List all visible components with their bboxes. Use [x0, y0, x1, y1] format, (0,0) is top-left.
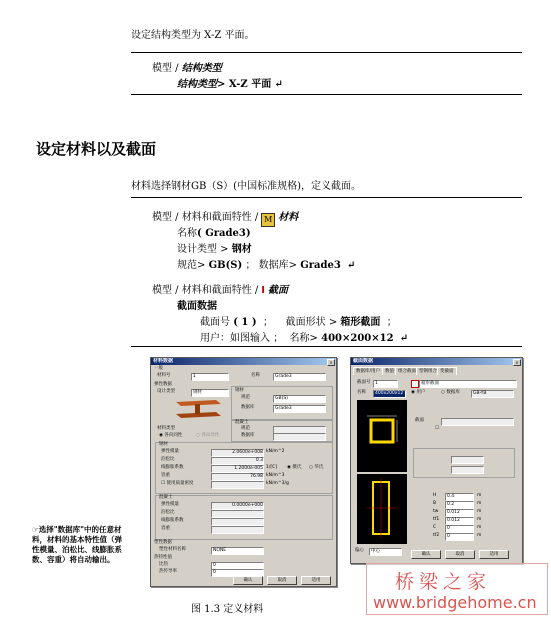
name-field[interactable]: Grade3 [273, 373, 326, 381]
cancel-button[interactable]: 取消 [445, 550, 475, 559]
user-label: 用户 [416, 390, 426, 395]
cmd2-design-line [177, 240, 252, 255]
cmd3-num-label: 截面号 [200, 317, 230, 328]
dim-unit-icon: m [477, 525, 482, 530]
w-label: 容重 [161, 473, 170, 478]
sec-name-label: 名称 [357, 390, 366, 395]
cmd3-enter: ↵ [399, 333, 409, 344]
cmd1-menu: 模型 / [152, 63, 182, 74]
cmd2-spec-line [177, 256, 356, 271]
material-paragraph: 材料选择钢材GB（S）(中国标准规格)，定义截面。 [131, 181, 361, 192]
nu-label: 泊松比 [161, 457, 175, 462]
cmd1-menu-line [152, 59, 222, 74]
cmd2-design-label: 设计类型 > [177, 244, 229, 255]
cmd3-sep2: ； [386, 317, 397, 328]
db-radio[interactable]: ○ 数据库 [441, 390, 460, 395]
watermark-url: www.bridgehome.cn [373, 593, 537, 612]
mass-unit: kN/m^3/g [266, 481, 289, 486]
e-unit: kN/m^2 [266, 449, 285, 454]
apply-button[interactable]: 适用 [479, 550, 509, 559]
user-radio[interactable]: ◉ 用户 [411, 390, 426, 395]
design-type-label: 设计类型 [157, 389, 175, 394]
rule-3 [131, 197, 522, 198]
c-spec-label: 规范 [241, 426, 250, 431]
dim-unit-icon: m [477, 517, 482, 522]
cmd3-shape-value: 箱形截面 [340, 317, 381, 328]
spec-heat-field[interactable]: 0 [211, 562, 264, 570]
dim-value[interactable]: 0.012 [445, 509, 474, 517]
calpha-label: 线膨胀系数 [161, 518, 184, 523]
iso-radio[interactable]: ◉ 各向同性 [159, 433, 183, 438]
sec-num-field[interactable]: 1 [373, 380, 398, 388]
dim-unit-icon: m [477, 493, 482, 498]
elastic-label: 弹性数据 [154, 382, 172, 387]
mass-field[interactable] [211, 481, 264, 489]
db-select[interactable]: GB-YB [471, 390, 514, 398]
mat-no-field[interactable]: 1 [191, 373, 229, 381]
tab-value[interactable]: 数值 [382, 367, 397, 375]
section-label: 截面 [415, 418, 424, 423]
general-label: 一般 [154, 366, 163, 371]
cmd2-enter: ↵ [347, 260, 356, 271]
alpha-label: 线膨胀系数 [161, 465, 184, 470]
cmd3-num-value: ( 1 ) [233, 317, 257, 328]
cmd3-name-value: 400×200×12 [321, 333, 394, 344]
alpha-unit: 1/[C] [266, 465, 278, 470]
c-db-label: 数据库 [241, 433, 255, 438]
cmd2-name-line [177, 224, 251, 239]
watermark-box [366, 563, 548, 615]
cmd3-sep1: ； [262, 317, 273, 328]
material-dialog-title: 材料数据 [151, 358, 336, 365]
dim-key: tf2 [433, 533, 440, 538]
cw-field[interactable] [211, 526, 264, 534]
cancel-button[interactable]: 取消 [267, 576, 297, 585]
cmd3-menu-item: 截面 [268, 285, 289, 296]
aniso-radio[interactable]: ○ 各向异性 [196, 433, 220, 438]
thermal-label: 热特性值 [154, 555, 172, 560]
apply-button[interactable]: 适用 [301, 576, 331, 585]
offset-select[interactable]: 中心 [369, 548, 402, 556]
dim-value[interactable]: 0.012 [445, 517, 474, 525]
cond-label: 热传导率 [159, 569, 177, 574]
cmd3-user-label: 用户：如图输入 [200, 333, 270, 344]
ok-button[interactable]: 确认 [411, 550, 441, 559]
intro-line: 设定结构类型为 X-Z 平面。 [131, 30, 255, 41]
fahrenheit-label: 华氏 [314, 465, 324, 470]
cond-field[interactable]: 0 [211, 569, 264, 577]
dim-key: tw [433, 509, 439, 514]
steel2-label: 钢材 [159, 442, 168, 447]
celsius-radio[interactable]: ◉ 摄氏 [287, 465, 302, 470]
nu-field[interactable]: 0.3 [211, 457, 264, 465]
cnu-label: 泊松比 [161, 510, 175, 515]
close-icon[interactable]: × [327, 359, 335, 366]
calpha-field[interactable] [211, 518, 264, 526]
cmd3-menu-line [152, 281, 288, 296]
steel-beam-image [171, 398, 226, 420]
cnu-field[interactable] [211, 510, 264, 518]
plastic-select[interactable]: NONE [211, 547, 264, 555]
cmd3-num-line [200, 313, 397, 328]
db-label: 数据库 [241, 405, 255, 410]
cmd3-shape-label: 截面形状 > [285, 317, 338, 328]
section-dialog-title: 截面数据 [351, 358, 522, 365]
cmd1-line2 [177, 75, 283, 90]
mass-label: 使用质量密度 [166, 481, 194, 486]
dim-row [433, 501, 503, 509]
section-select[interactable] [441, 418, 514, 426]
tab-tapered[interactable]: 变截面 [437, 367, 457, 375]
material-icon: M [261, 213, 275, 227]
db-name-select-1[interactable] [451, 456, 484, 464]
steel-label: 钢材 [235, 388, 244, 393]
dim-key: B [433, 501, 437, 506]
offset-label: 偏心 [355, 548, 364, 553]
cmd1-line2-item: 结构类型 [177, 79, 217, 90]
dim-unit-icon: m [477, 501, 482, 506]
dims-list [433, 493, 503, 541]
cmd3-sub-title: 截面数据 [177, 301, 217, 312]
figure-caption: 图 1.3 定义材料 [191, 604, 264, 615]
dim-row [433, 525, 503, 533]
watermark-cn: 桥梁之家 [395, 571, 492, 593]
rule-4 [131, 346, 522, 347]
w-unit: kN/m^3 [266, 473, 285, 478]
dim-row [433, 517, 503, 525]
concrete2-label: 混凝土 [159, 495, 173, 500]
spec-label: 规范 [241, 395, 250, 400]
celsius-label: 摄氏 [292, 465, 302, 470]
steel-group [231, 386, 333, 420]
tab-db-user[interactable]: 数据库/用户 [353, 367, 383, 375]
ok-button[interactable]: 确认 [233, 576, 263, 585]
cmd2-spec-value: GB(S) [208, 260, 243, 271]
dim-value[interactable]: 0 [445, 525, 474, 533]
dim-value[interactable]: 0.2 [445, 501, 474, 509]
w-field[interactable]: 76.98 [211, 473, 264, 481]
fahrenheit-radio[interactable]: ○ 华氏 [309, 465, 324, 470]
dim-row [433, 533, 503, 541]
rule-1 [131, 52, 522, 53]
cmd2-spec-label: 规范> [177, 260, 206, 271]
alpha-field[interactable]: 1.2000e-005 [211, 465, 264, 473]
dim-value[interactable]: 0 [445, 533, 474, 541]
dim-unit-icon: m [477, 509, 482, 514]
section-type-select[interactable]: 箱形截面 [419, 380, 517, 388]
dim-row [433, 509, 503, 517]
close-icon[interactable]: × [513, 359, 521, 366]
mass-checkbox[interactable]: ☐ 使用质量密度 [161, 481, 194, 486]
cmd2-menu: 模型 / 材料和截面特性 / [152, 212, 259, 223]
cw-label: 容重 [161, 526, 170, 531]
cmd3-user-line [200, 329, 408, 344]
cmd2-db-value: Grade3 [300, 260, 341, 271]
design-type-select[interactable]: 钢材 [191, 389, 229, 397]
sec-name-field[interactable]: 400x200x12 [373, 390, 406, 398]
dim-key: C [433, 525, 437, 530]
cmd2-name-label: 名称 [177, 228, 197, 239]
e-field[interactable]: 2.0600e+008 [211, 449, 264, 457]
dim-checkbox[interactable]: ☐ [435, 426, 440, 431]
plastic-name-label: 塑性材料名称 [159, 547, 186, 552]
dim-unit-icon: m [477, 533, 482, 538]
dim-key: H [433, 493, 437, 498]
cmd1-line2-rest: > X-Z 平面 ↵ [217, 79, 284, 90]
rule-2 [131, 94, 522, 95]
dim-row [433, 493, 503, 501]
section-preview-bottom [357, 474, 407, 544]
material-dialog [150, 357, 337, 587]
spec-select[interactable]: GB(S) [273, 395, 326, 403]
aniso-label: 各向异性 [201, 433, 220, 438]
plastic-label: 塑性数据 [154, 540, 172, 545]
side-note: ☞选择"数据库"中的任意材料，材料的基本特性值（弹性模量、泊松比、线膨胀系数、容重）将自动输出。 [32, 525, 122, 564]
tab-combined[interactable]: 组合截面 [395, 367, 419, 375]
sec-num-label: 截面号 [357, 380, 371, 385]
cmd2-db-label: ； 数据库> [245, 260, 298, 271]
cmd2-name-value: ( Grade3) [197, 228, 251, 239]
iso-label: 各向同性 [164, 433, 183, 438]
ce-field[interactable]: 0.0000e+000 [211, 502, 264, 510]
db-select[interactable]: Grade3 [273, 405, 326, 413]
dim-value[interactable]: 0.4 [445, 493, 474, 501]
section-icon: I [261, 285, 266, 296]
dim-key: tf1 [433, 517, 440, 522]
tab-steel-combo[interactable]: 型钢组合 [416, 367, 440, 375]
cmd2-design-value: 钢材 [231, 244, 252, 255]
cmd1-menu-item: 结构类型 [181, 63, 222, 74]
db-label: 数据库 [446, 390, 460, 395]
spec-heat-label: 比热 [159, 562, 168, 567]
concrete-label: 混凝土 [235, 420, 249, 425]
section-preview-top [357, 400, 407, 472]
cmd3-menu: 模型 / 材料和截面特性 / [152, 285, 259, 296]
e-label: 弹性模量 [161, 449, 179, 454]
mat-no-label: 材料号 [157, 373, 171, 378]
section-dialog [350, 357, 523, 564]
section-heading: 设定材料以及截面 [36, 140, 157, 158]
cmd2-menu-item: 材料 [278, 212, 299, 223]
box-section-icon [411, 380, 419, 388]
cmd3-sep3: ； [273, 333, 284, 344]
mat-type-label: 材料类型 [157, 426, 175, 431]
ce-label: 弹性模量 [161, 502, 179, 507]
cmd3-name-label: 名称> [289, 333, 318, 344]
db-name-select-2[interactable] [451, 466, 484, 474]
c-db-select[interactable] [273, 433, 326, 441]
name-label: 名称 [251, 373, 260, 378]
